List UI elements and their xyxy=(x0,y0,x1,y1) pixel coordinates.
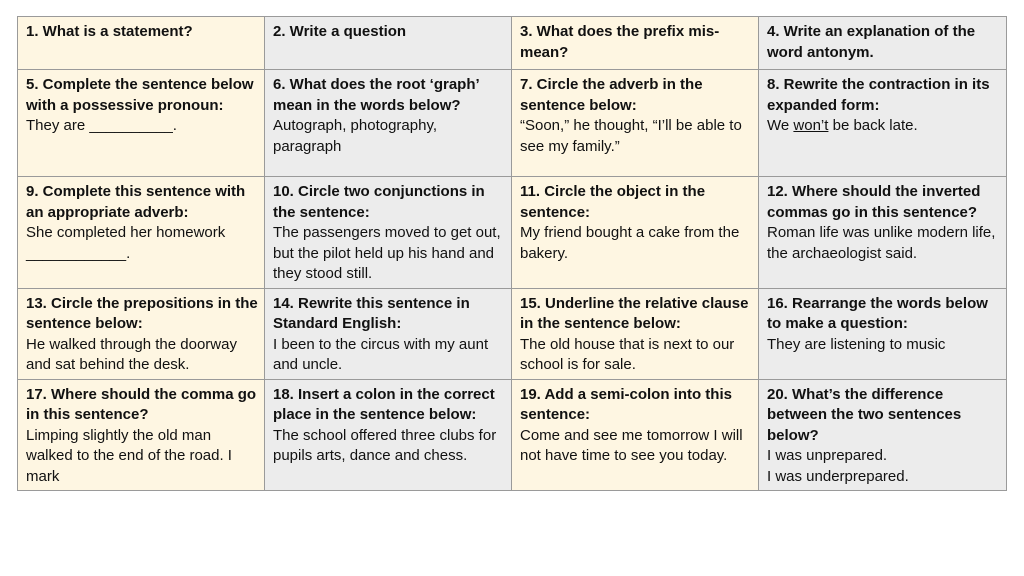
grid-row-5 xyxy=(18,379,1007,491)
question-text: 17. Where should the comma go in this sentence? xyxy=(26,385,257,423)
sentence-text: The passengers moved to get out, but the pilot held up his hand and they stood still. xyxy=(273,224,501,282)
sentence-text: Autograph, photography, paragraph xyxy=(273,117,438,155)
grid-row-1 xyxy=(18,17,1007,70)
sentence-text: Roman life was unlike modern life, the archaeologist said. xyxy=(767,224,996,262)
cell-q11 xyxy=(512,177,759,289)
cell-q6 xyxy=(265,70,512,177)
question-text: 19. Add a semi-colon into this sentence: xyxy=(520,385,732,423)
cell-q14 xyxy=(265,288,512,379)
sentence-text: I was underprepared. xyxy=(767,467,909,485)
cell-q20 xyxy=(759,379,1007,491)
sentence-text: They are listening to music xyxy=(767,335,946,353)
cell-q4 xyxy=(759,17,1007,70)
cell-q1 xyxy=(18,17,265,70)
question-text: 15. Underline the relative clause in the sentence below: xyxy=(520,294,749,332)
cell-q17 xyxy=(18,379,265,491)
sentence-text: My friend bought a cake from the bakery. xyxy=(520,224,740,262)
question-text: 9. Complete this sentence with an appropriate adverb: xyxy=(26,183,246,221)
question-text: 8. Rewrite the contraction in its expanded form: xyxy=(767,76,990,114)
cell-q10 xyxy=(265,177,512,289)
cell-q12 xyxy=(759,177,1007,289)
question-text: 7. Circle the adverb in the sentence below: xyxy=(520,76,703,114)
question-text: 6. What does the root ‘graph’ mean in the words below? xyxy=(273,76,479,114)
question-text: 5. Complete the sentence below with a possessive pronoun: xyxy=(26,76,254,114)
sentence-text: The school offered three clubs for pupils arts, dance and chess. xyxy=(273,426,497,464)
question-text: 11. Circle the object in the sentence: xyxy=(520,183,706,221)
cell-q5 xyxy=(18,70,265,177)
question-text: 12. Where should the inverted commas go in this sentence? xyxy=(767,183,981,221)
cell-q7 xyxy=(512,70,759,177)
underlined-contraction: won’t xyxy=(793,117,829,134)
cell-q18 xyxy=(265,379,512,491)
sentence-text: The old house that is next to our school is for sale. xyxy=(520,335,735,373)
grid-row-4 xyxy=(18,288,1007,379)
sentence-part: We xyxy=(767,117,794,134)
grid-row-3 xyxy=(18,177,1007,289)
sentence-text: Limping slightly the old man walked to the end of the road. I mark xyxy=(26,426,232,485)
question-text: 10. Circle two conjunctions in the sentence: xyxy=(273,183,485,221)
question-text: 4. Write an explanation of the word antonym. xyxy=(767,23,976,61)
cell-q2 xyxy=(265,17,512,70)
question-text: 3. What does the prefix mis- mean? xyxy=(520,23,720,61)
sentence-text xyxy=(767,116,1000,137)
cell-q16 xyxy=(759,288,1007,379)
sentence-text: He walked through the doorway and sat behind the desk. xyxy=(26,335,237,373)
question-text: 20. What’s the difference between the two sentences below? xyxy=(767,385,962,444)
cell-q9 xyxy=(18,177,265,289)
question-text: 18. Insert a colon in the correct place in the sentence below: xyxy=(273,385,495,423)
question-text: 13. Circle the prepositions in the sentence below: xyxy=(26,294,258,332)
grid-row-2 xyxy=(18,70,1007,177)
sentence-text: I was unprepared. xyxy=(767,447,888,464)
cell-q3 xyxy=(512,17,759,70)
sentence-text: She completed her homework ____________. xyxy=(26,224,226,262)
cell-q13 xyxy=(18,288,265,379)
sentence-part: be back late. xyxy=(828,117,918,134)
question-text: 16. Rearrange the words below to make a question: xyxy=(767,294,988,332)
sentence-text: I been to the circus with my aunt and uncle. xyxy=(273,335,489,373)
question-text: 2. Write a question xyxy=(273,23,407,40)
cell-q15 xyxy=(512,288,759,379)
sentence-text: “Soon,” he thought, “I’ll be able to see my family.” xyxy=(520,117,742,155)
question-text: 14. Rewrite this sentence in Standard English: xyxy=(273,294,470,332)
question-grid xyxy=(17,16,1007,491)
sentence-text: Come and see me tomorrow I will not have time to see you today. xyxy=(520,426,743,464)
sentence-text: They are __________. xyxy=(26,117,177,134)
question-text: 1. What is a statement? xyxy=(26,23,193,40)
cell-q8 xyxy=(759,70,1007,177)
cell-q19 xyxy=(512,379,759,491)
